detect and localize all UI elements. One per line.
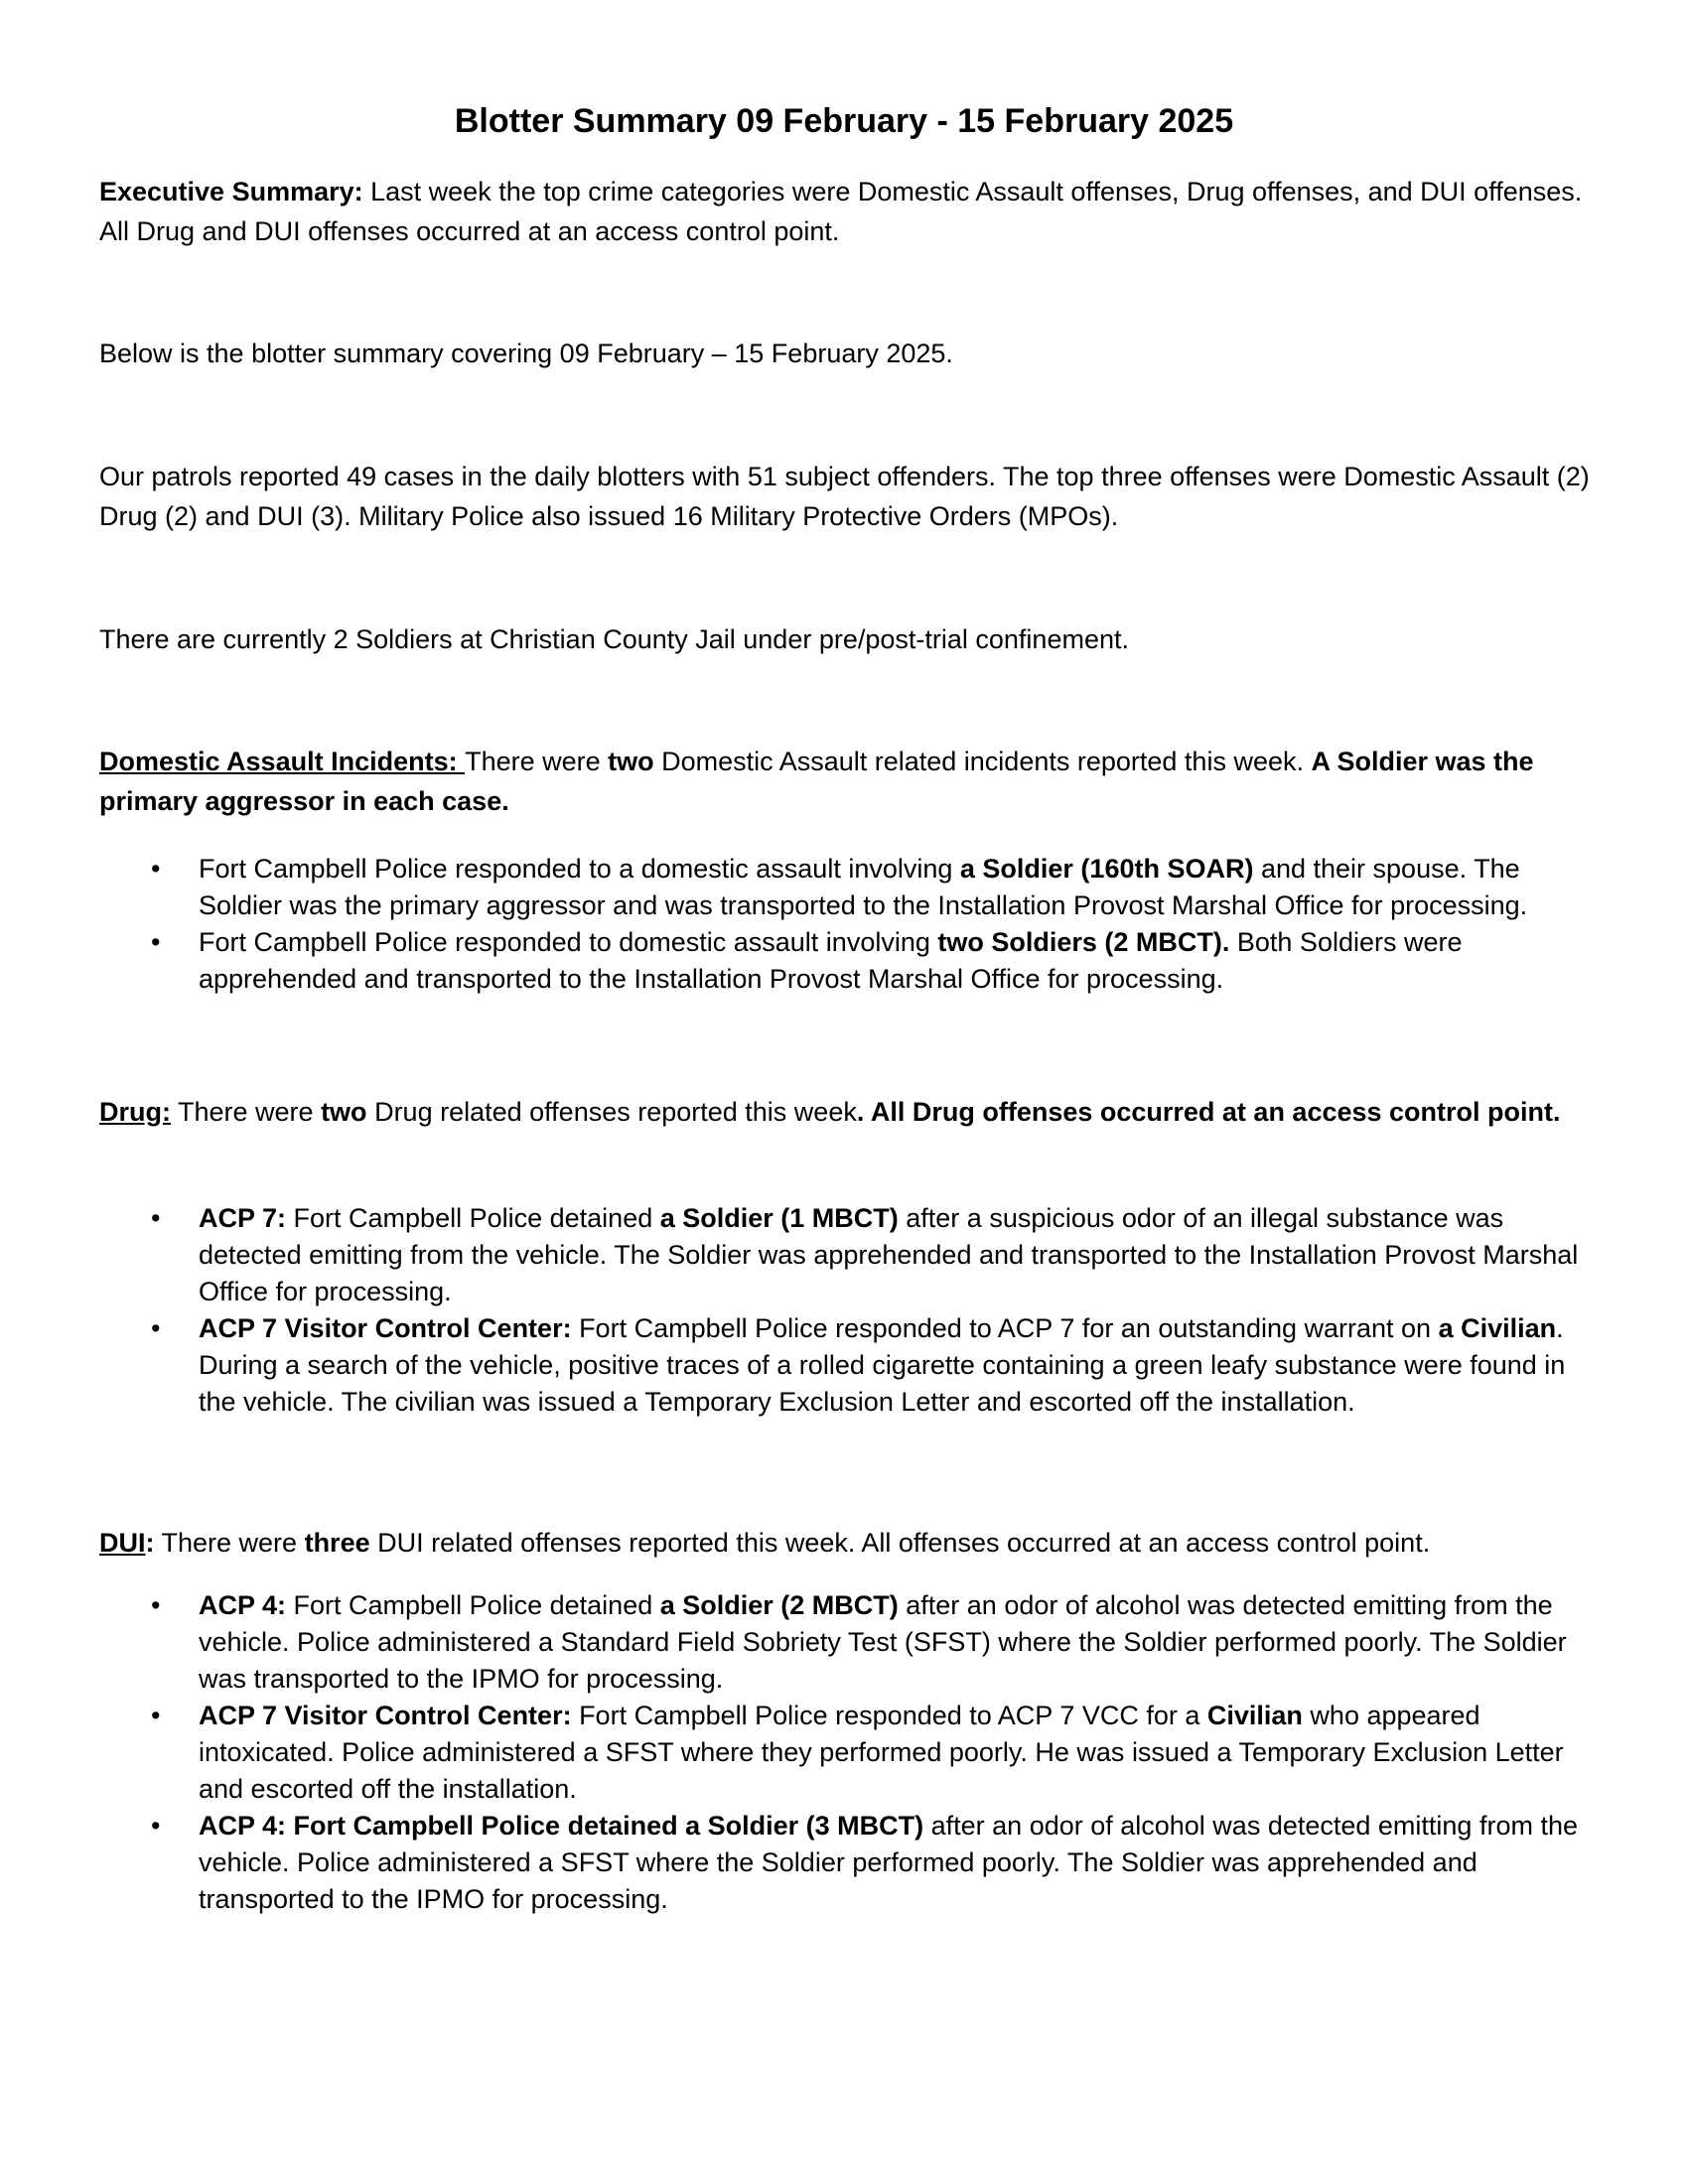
item-text: and their spouse. The Soldier was the primary aggressor and was transported to the Installation Provost Marshal Office for processing. — [199, 854, 1528, 920]
item-text: Both Soldiers were apprehended and transported to the Installation Provost Marshal Office for processing. — [199, 927, 1463, 994]
list-item — [99, 1808, 1599, 1918]
executive-summary-label: Executive Summary: — [99, 177, 363, 206]
bullet-icon: • — [151, 1590, 161, 1620]
bullet-icon: • — [151, 1811, 161, 1841]
item-text: Fort Campbell Police responded to ACP 7 VCC for a — [571, 1701, 1207, 1730]
item-bold: a Civilian — [1438, 1313, 1557, 1343]
domestic-assault-heading — [99, 742, 1599, 821]
dui-list — [99, 1587, 1599, 1918]
item-text: after an odor of alcohol was detected emitting from the vehicle. Police administered a SFST where the Soldier performed poorly. The Soldier was apprehended and transported to the IPMO for processing. — [199, 1811, 1578, 1914]
list-item — [99, 1310, 1599, 1421]
list-item — [99, 1587, 1599, 1698]
item-lead: ACP 4: — [199, 1590, 287, 1620]
drug-text-2: Drug related offenses reported this week — [366, 1097, 857, 1127]
drug-text-1: There were — [170, 1097, 322, 1127]
item-bold: a Soldier (1 MBCT) — [659, 1203, 899, 1233]
list-item — [99, 1698, 1599, 1808]
list-item — [99, 851, 1599, 924]
executive-summary — [99, 172, 1599, 251]
item-text: Fort Campbell Police responded to a domestic assault involving — [199, 854, 960, 884]
item-text: Fort Campbell Police detained — [286, 1590, 660, 1620]
page-title: Blotter Summary 09 February - 15 February 2025 — [454, 102, 1234, 140]
dui-count: three — [304, 1528, 370, 1558]
drug-label: Drug: — [99, 1097, 171, 1127]
list-item — [99, 924, 1599, 998]
patrols-paragraph: Our patrols reported 49 cases in the daily blotters with 51 subject offenders. The top three offenses were Domestic Assault (2) Drug (2) and DUI (3). Military Police also issued 16 Military Protective Orders (MPOs). — [99, 462, 1590, 531]
item-bold: a Soldier (160th SOAR) — [959, 854, 1254, 884]
bullet-icon: • — [151, 1701, 161, 1730]
item-lead: ACP 7 Visitor Control Center: — [199, 1313, 572, 1343]
item-bold: a Soldier (2 MBCT) — [659, 1590, 899, 1620]
executive-summary-text: Last week the top crime categories were Domestic Assault offenses, Drug offenses, and DUI offenses. All Drug and DUI offenses occurred at an access control point. — [99, 177, 1583, 246]
item-text: who appeared intoxicated. Police administered a SFST where they performed poorly. He was issued a Temporary Exclusion Letter and escorted off the installation. — [199, 1701, 1564, 1804]
domestic-assault-list — [99, 851, 1599, 998]
domestic-text-2: Domestic Assault related incidents reported this week. — [653, 747, 1312, 776]
domestic-assault-label: Domestic Assault Incidents: — [99, 747, 466, 776]
bullet-icon: • — [151, 1203, 161, 1233]
drug-heading — [99, 1092, 1599, 1132]
item-text: . During a search of the vehicle, positive traces of a rolled cigarette containing a green leafy substance were found in the vehicle. The civilian was issued a Temporary Exclusion Letter and escorted off the installation. — [199, 1313, 1566, 1417]
dui-colon: : — [145, 1528, 155, 1558]
list-item — [99, 1200, 1599, 1310]
bullet-icon: • — [151, 927, 161, 957]
dui-text-2: DUI related offenses reported this week. All offenses occurred at an access control point. — [369, 1528, 1431, 1558]
dui-label: DUI — [99, 1528, 146, 1558]
bullet-icon: • — [151, 1313, 161, 1343]
drug-list — [99, 1200, 1599, 1421]
jail-paragraph: There are currently 2 Soldiers at Christian County Jail under pre/post-trial confinement. — [99, 624, 1129, 654]
item-lead: ACP 7 Visitor Control Center: — [199, 1701, 572, 1730]
drug-bold-statement: . All Drug offenses occurred at an access control point. — [856, 1097, 1561, 1127]
item-text: Fort Campbell Police responded to ACP 7 for an outstanding warrant on — [571, 1313, 1439, 1343]
item-text: Fort Campbell Police detained — [286, 1203, 660, 1233]
bullet-icon: • — [151, 854, 161, 884]
drug-count: two — [321, 1097, 367, 1127]
item-bold: Civilian — [1206, 1701, 1303, 1730]
domestic-text-1: There were — [465, 747, 609, 776]
coverage-paragraph: Below is the blotter summary covering 09 February – 15 February 2025. — [99, 339, 953, 368]
domestic-count: two — [608, 747, 654, 776]
domestic-bold-statement: A Soldier was the primary aggressor in each case. — [99, 747, 1534, 816]
item-lead: ACP 4: Fort Campbell Police detained a Soldier (3 MBCT) — [199, 1811, 924, 1841]
item-text: after an odor of alcohol was detected emitting from the vehicle. Police administered a Standard Field Sobriety Test (SFST) where the Soldier performed poorly. The Soldier was transported to the IPMO for processing. — [199, 1590, 1567, 1694]
dui-heading — [99, 1523, 1599, 1563]
item-lead: ACP 7: — [199, 1203, 287, 1233]
dui-text-1: There were — [154, 1528, 305, 1558]
item-text: after a suspicious odor of an illegal substance was detected emitting from the vehicle. The Soldier was apprehended and transported to the Installation Provost Marshal Office for processing. — [199, 1203, 1579, 1306]
item-text: Fort Campbell Police responded to domestic assault involving — [199, 927, 938, 957]
item-bold: two Soldiers (2 MBCT). — [937, 927, 1230, 957]
